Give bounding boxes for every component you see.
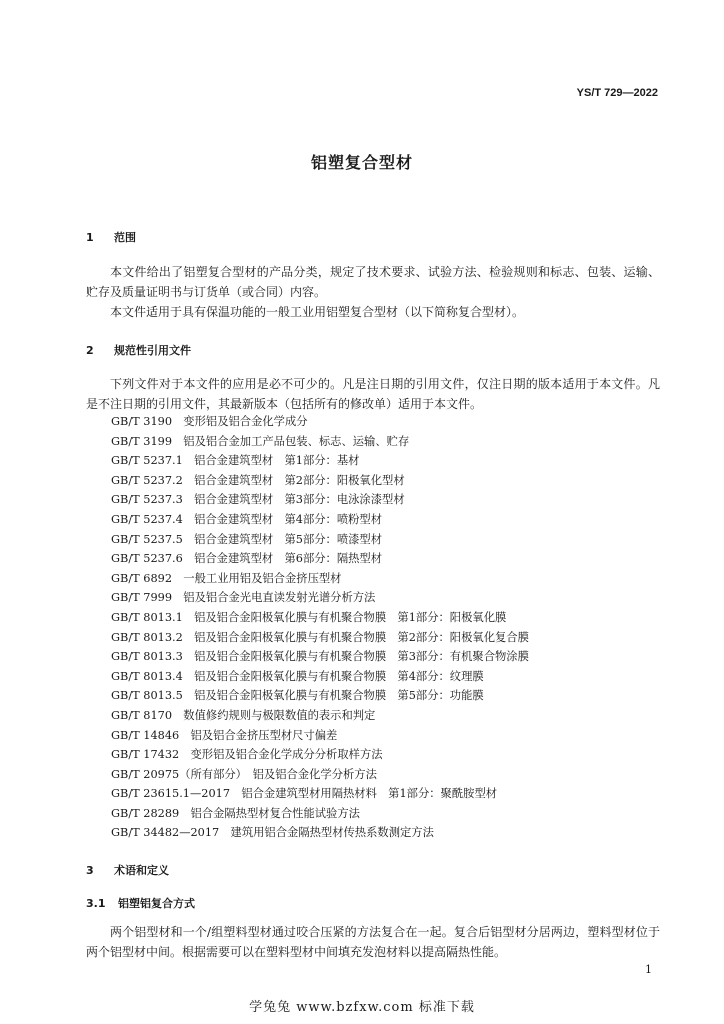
section-title: 范围 — [114, 231, 136, 244]
reference-item: GB/T 8013.3 铝及铝合金阳极氧化膜与有机聚合物膜 第3部分：有机聚合物涂膜 — [111, 650, 529, 664]
standard-code: YS/T 729—2022 — [576, 87, 658, 99]
reference-item: GB/T 5237.4 铝合金建筑型材 第4部分：喷粉型材 — [111, 512, 383, 526]
reference-item: GB/T 5237.6 铝合金建筑型材 第6部分：隔热型材 — [111, 552, 383, 566]
reference-item: GB/T 3199 铝及铝合金加工产品包装、标志、运输、贮存 — [111, 434, 410, 448]
reference-item: GB/T 8013.4 铝及铝合金阳极氧化膜与有机聚合物膜 第4部分：纹理膜 — [111, 669, 484, 683]
reference-item: GB/T 8013.2 铝及铝合金阳极氧化膜与有机聚合物膜 第2部分：阳极氧化复合膜 — [111, 630, 529, 644]
watermark-footer: 学兔兔 www.bzfxw.com 标准下载 — [249, 1000, 475, 1015]
section-number: 1 — [86, 231, 94, 244]
section-2-intro: 下列文件对于本文件的应用是必不可少的。凡是注日期的引用文件，仅注日期的版本适用于本文件。凡是不注日期的引用文件，其最新版本（包括所有的修改单）适用于本文件。 — [86, 377, 660, 411]
section-1-paragraph-1: 本文件给出了铝塑复合型材的产品分类，规定了技术要求、试验方法、检验规则和标志、包装、运输、贮存及质量证明书与订货单（或合同）内容。 — [86, 265, 660, 299]
reference-item: GB/T 8013.5 铝及铝合金阳极氧化膜与有机聚合物膜 第5部分：功能膜 — [111, 689, 484, 703]
reference-item: GB/T 28289 铝合金隔热型材复合性能试验方法 — [111, 806, 360, 820]
section-number: 3 — [86, 864, 94, 877]
subsection-3-1-heading — [86, 895, 195, 911]
reference-item: GB/T 20975（所有部分） 铝及铝合金化学分析方法 — [111, 767, 377, 781]
section-number: 2 — [86, 344, 94, 357]
reference-item: GB/T 5237.5 铝合金建筑型材 第5部分：喷漆型材 — [111, 532, 383, 546]
section-3-heading — [86, 862, 169, 878]
subsection-title: 铝塑铝复合方式 — [118, 897, 195, 910]
page-number: 1 — [645, 963, 652, 976]
reference-item: GB/T 14846 铝及铝合金挤压型材尺寸偏差 — [111, 728, 338, 742]
reference-item: GB/T 5237.1 铝合金建筑型材 第1部分：基材 — [111, 454, 360, 468]
reference-item: GB/T 7999 铝及铝合金光电直读发射光谱分析方法 — [111, 591, 376, 605]
reference-item: GB/T 23615.1—2017 铝合金建筑型材用隔热材料 第1部分：聚酰胺型材 — [111, 787, 498, 801]
subsection-3-1-paragraph: 两个铝型材和一个/组塑料型材通过咬合压紧的方法复合在一起。复合后铝型材分居两边，塑料型材位于两个铝型材中间。根据需要可以在塑料型材中间填充发泡材料以提高隔热性能。 — [86, 925, 660, 959]
reference-item: GB/T 17432 变形铝及铝合金化学成分分析取样方法 — [111, 748, 383, 762]
section-title: 规范性引用文件 — [114, 344, 191, 357]
reference-list — [111, 412, 529, 843]
reference-item: GB/T 5237.3 铝合金建筑型材 第3部分：电泳涂漆型材 — [111, 493, 405, 507]
section-title: 术语和定义 — [114, 864, 169, 877]
reference-item: GB/T 34482—2017 建筑用铝合金隔热型材传热系数测定方法 — [111, 826, 434, 840]
section-2-heading — [86, 342, 191, 358]
reference-item: GB/T 6892 一般工业用铝及铝合金挤压型材 — [111, 571, 342, 585]
section-1-heading — [86, 229, 136, 245]
reference-item: GB/T 8170 数值修约规则与极限数值的表示和判定 — [111, 708, 376, 722]
reference-item: GB/T 5237.2 铝合金建筑型材 第2部分：阳极氧化型材 — [111, 473, 405, 487]
document-title: 铝塑复合型材 — [310, 153, 413, 172]
reference-item: GB/T 3190 变形铝及铝合金化学成分 — [111, 415, 308, 428]
subsection-number: 3.1 — [86, 897, 106, 910]
reference-item: GB/T 8013.1 铝及铝合金阳极氧化膜与有机聚合物膜 第1部分：阳极氧化膜 — [111, 610, 507, 624]
section-1-paragraph-2: 本文件适用于具有保温功能的一般工业用铝塑复合型材（以下简称复合型材）。 — [110, 305, 525, 319]
